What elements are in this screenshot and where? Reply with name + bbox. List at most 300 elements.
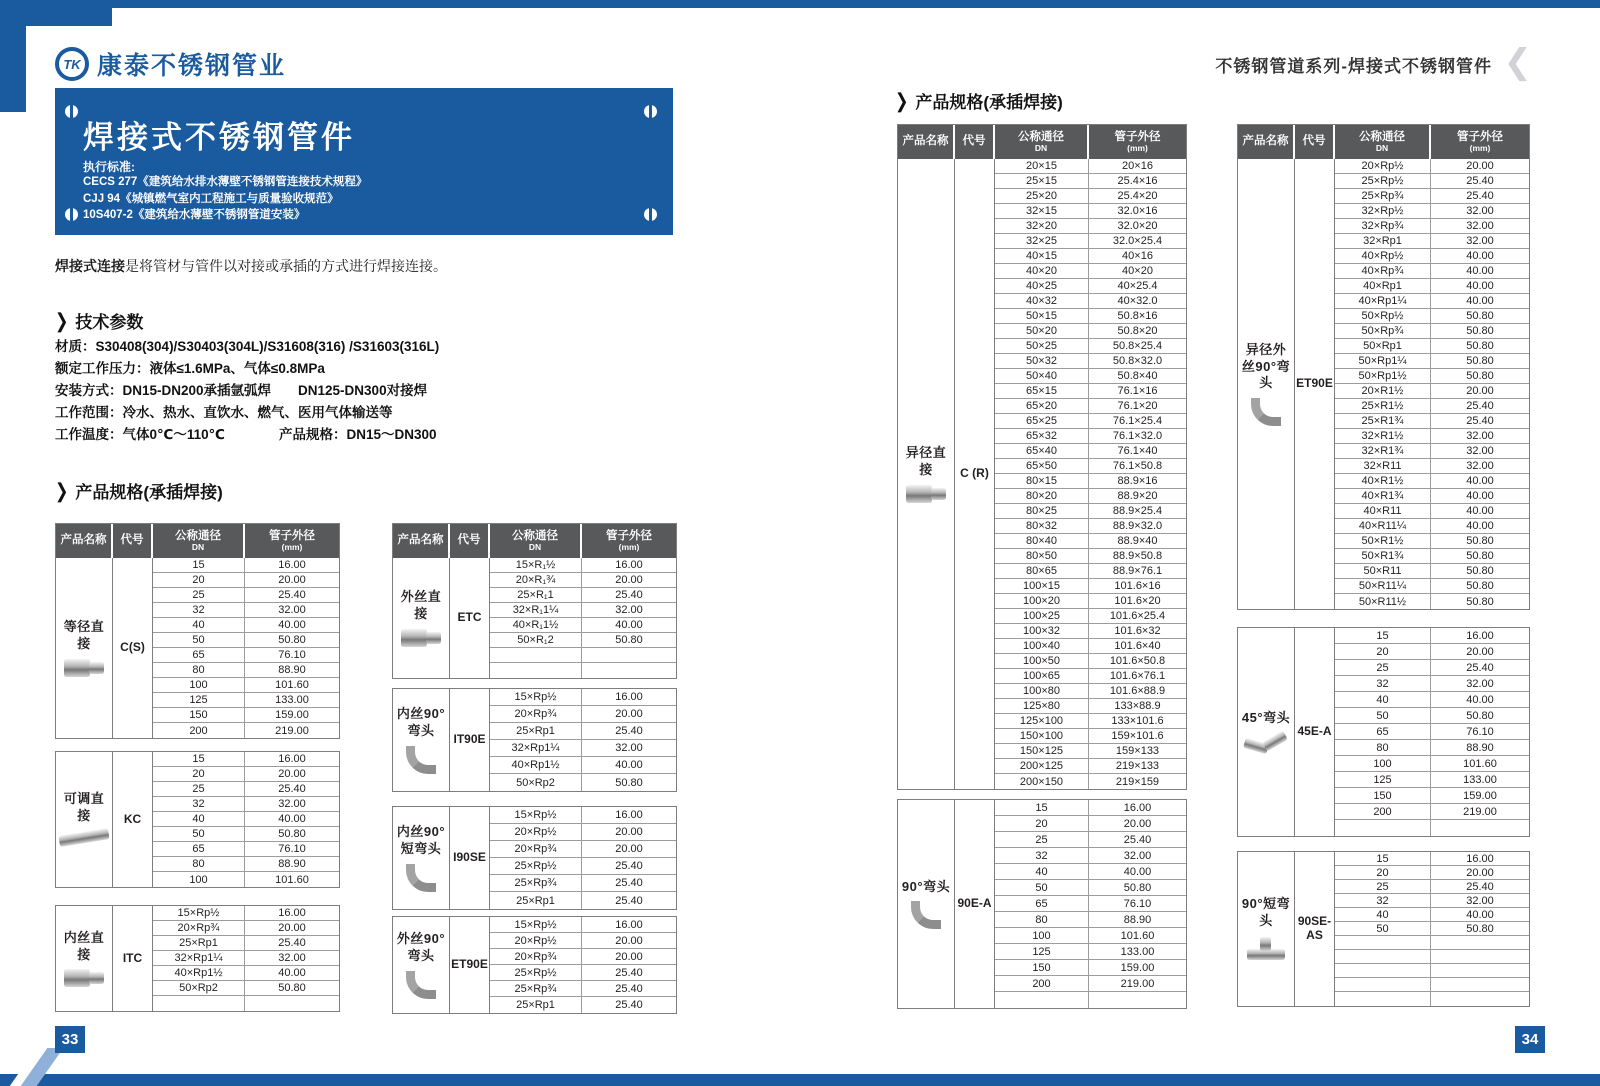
- product-name-cell: [56, 558, 113, 738]
- table-row: [490, 824, 676, 841]
- od-cell: 32.00: [278, 798, 306, 810]
- table-row: [1335, 740, 1529, 756]
- table-row: [490, 917, 676, 933]
- dn-cell: 100: [995, 928, 1089, 943]
- od-cell: 50.80: [1466, 370, 1494, 382]
- dn-cell: 25: [1335, 660, 1431, 675]
- product-code-cell: C (R): [955, 159, 995, 789]
- col-header-od: [582, 524, 676, 558]
- product-name: 外丝90°弯头: [396, 931, 446, 963]
- od-cell: [1431, 964, 1529, 977]
- table-row: [490, 723, 676, 740]
- col-header-dn: [995, 125, 1089, 159]
- dn-cell: 50×Rp½: [1335, 309, 1431, 323]
- dn-cell: 65×15: [995, 384, 1089, 398]
- table-row: [1335, 549, 1529, 564]
- table-row: [1335, 189, 1529, 204]
- table-row: [995, 189, 1186, 204]
- od-cell: 88.9×25.4: [1112, 505, 1163, 517]
- pipe-segment: [58, 829, 109, 848]
- od-cell: 40×25.4: [1117, 280, 1158, 292]
- dn-cell: 20×Rp¾: [490, 949, 582, 964]
- dn-cell: [995, 992, 1089, 1008]
- od-cell: 40.00: [1466, 475, 1494, 487]
- section-chevron-icon: ❯: [895, 90, 909, 112]
- dn-cell: 25×Rp½: [1335, 174, 1431, 188]
- od-cell: 20.00: [1466, 385, 1494, 397]
- dn-cell: 15×Rp½: [490, 807, 582, 823]
- od-cell: 76.1×16: [1117, 385, 1158, 397]
- col-header-dn: [153, 524, 245, 558]
- dn-cell: 25: [1335, 880, 1431, 893]
- table-row: [995, 369, 1186, 384]
- od-cell: 20.00: [615, 574, 643, 586]
- table-row: [995, 960, 1186, 976]
- od-cell: 50.80: [1466, 325, 1494, 337]
- od-cell: 40×32.0: [1117, 295, 1158, 307]
- dn-cell: 25×Rp¾: [490, 875, 582, 891]
- page-number-right: 34: [1515, 1026, 1545, 1053]
- product-elbow-image: [1251, 398, 1281, 426]
- dn-cell: 50×Rp1½: [1335, 369, 1431, 383]
- dn-cell: 150: [153, 708, 245, 722]
- od-cell: 88.9×76.1: [1112, 565, 1163, 577]
- tech-params-heading: [55, 308, 143, 333]
- od-cell: 40.00: [1466, 520, 1494, 532]
- dn-cell: 15×R₁½: [490, 558, 582, 572]
- dn-cell: 50×20: [995, 324, 1089, 338]
- table-row: [490, 740, 676, 757]
- od-cell: 32.00: [1466, 205, 1494, 217]
- table-row: [995, 944, 1186, 960]
- product-name: 45°弯头: [1241, 709, 1291, 725]
- table-row: [153, 872, 339, 887]
- right-spec-heading: [895, 88, 1063, 113]
- col-header-code: 代号: [955, 125, 995, 159]
- table-row: [1335, 852, 1529, 866]
- table-row: [995, 249, 1186, 264]
- dn-cell: 20×15: [995, 159, 1089, 173]
- dn-cell: 125×80: [995, 699, 1089, 713]
- dn-cell: 32×Rp½: [1335, 204, 1431, 218]
- od-cell: 16.00: [278, 907, 306, 919]
- table-row: [995, 564, 1186, 579]
- chevron-left-icon: ❮: [1503, 43, 1532, 81]
- od-cell: 101.6×76.1: [1109, 670, 1166, 682]
- dn-cell: 100×32: [995, 624, 1089, 638]
- table-header-row: [56, 524, 339, 558]
- dn-cell: 100×65: [995, 669, 1089, 683]
- dn-cell: 80×65: [995, 564, 1089, 578]
- od-cell: 20.00: [278, 574, 306, 586]
- dn-cell: 15×Rp½: [490, 917, 582, 932]
- pipe-segment: [89, 662, 104, 674]
- dn-cell: 40×15: [995, 249, 1089, 263]
- od-cell: 40.00: [1466, 490, 1494, 502]
- dn-cell: 200×125: [995, 759, 1089, 773]
- table-row: [1335, 399, 1529, 414]
- od-cell: 32.00: [278, 604, 306, 616]
- od-cell: 50.80: [1466, 595, 1494, 608]
- dn-cell: 25×R₁1: [490, 588, 582, 602]
- table-row: [1335, 444, 1529, 459]
- od-cell: 20.00: [278, 768, 306, 780]
- od-cell: 32.00: [1466, 235, 1494, 247]
- dn-cell: 125: [995, 944, 1089, 959]
- table-row: [1335, 474, 1529, 489]
- dn-cell: 40×Rp½: [1335, 249, 1431, 263]
- dn-cell: 40: [153, 618, 245, 632]
- od-cell: 40.00: [615, 619, 643, 631]
- dn-cell: 40×R₁1½: [490, 618, 582, 632]
- product-elbow-image: [406, 971, 436, 999]
- table-row: [153, 857, 339, 872]
- product-name: 90°短弯头: [1241, 896, 1291, 928]
- od-cell: 50.8×32.0: [1112, 355, 1163, 367]
- table-row: [995, 399, 1186, 414]
- od-cell: 25.40: [615, 894, 643, 907]
- dn-cell: 40: [1335, 908, 1431, 921]
- table-row: [153, 618, 339, 633]
- dn-cell: 100×20: [995, 594, 1089, 608]
- top-frame-bar: [0, 0, 1600, 8]
- dn-cell: 50×Rp2: [490, 774, 582, 791]
- od-cell: 20.00: [1466, 160, 1494, 172]
- table-row: [1335, 414, 1529, 429]
- product-name-cell: [393, 558, 450, 678]
- dn-cell: 25×Rp1: [490, 723, 582, 739]
- table-row: [490, 706, 676, 723]
- od-cell: 40.00: [1466, 693, 1494, 706]
- dn-cell: 20: [1335, 866, 1431, 879]
- table-row: [1335, 756, 1529, 772]
- spec-table: [897, 799, 1187, 1009]
- spec-table: [392, 916, 677, 1014]
- od-cell: 50.80: [1466, 340, 1494, 352]
- od-cell: [582, 648, 676, 662]
- dn-cell: 65×25: [995, 414, 1089, 428]
- od-cell: 16.00: [615, 691, 643, 703]
- product-elbow-image: [911, 901, 941, 929]
- dn-cell: 50×Rp¾: [1335, 324, 1431, 338]
- dn-cell: 40: [995, 864, 1089, 879]
- dn-cell: 150: [995, 960, 1089, 975]
- banner-corner-icon: [65, 208, 78, 221]
- dn-cell: 32: [153, 603, 245, 617]
- table-row: [995, 159, 1186, 174]
- table-row: [1335, 369, 1529, 384]
- product-name: 90°弯头: [901, 878, 951, 894]
- od-cell: 25.40: [615, 725, 643, 737]
- table-row: [995, 444, 1186, 459]
- table-row: [153, 797, 339, 812]
- dn-cell: 65: [153, 648, 245, 662]
- dn-cell: 80×50: [995, 549, 1089, 563]
- table-row: [995, 928, 1186, 944]
- table-row: [995, 800, 1186, 816]
- dn-cell: 32×R₁1¼: [490, 603, 582, 617]
- dn-cell: 50: [995, 880, 1089, 895]
- table-row: [995, 714, 1186, 729]
- dn-cell: 32×R11: [1335, 459, 1431, 473]
- od-cell: 32.00: [1123, 849, 1152, 862]
- od-cell: 159×101.6: [1111, 730, 1164, 742]
- dn-cell: 25: [153, 588, 245, 602]
- od-cell: 32.00: [1466, 445, 1494, 457]
- od-cell: 76.10: [278, 843, 306, 855]
- od-cell: 219.00: [1120, 977, 1155, 990]
- table-row: [490, 981, 676, 997]
- table-row: [995, 309, 1186, 324]
- od-cell: 20.00: [615, 934, 643, 947]
- product-name-cell: [393, 807, 450, 909]
- table-row: [153, 951, 339, 966]
- table-row: [995, 429, 1186, 444]
- product-name: 异径外丝90°弯头: [1241, 341, 1291, 391]
- od-cell: 25.40: [1466, 190, 1494, 202]
- od-cell: [1431, 978, 1529, 991]
- dn-cell: 200: [1335, 804, 1431, 819]
- dn-cell: 200: [995, 976, 1089, 991]
- dn-cell: 40×Rp1: [1335, 279, 1431, 293]
- dn-cell: 25×Rp¾: [490, 981, 582, 996]
- table-header-row: [1238, 125, 1529, 159]
- table-row: [1335, 908, 1529, 922]
- od-cell: [1431, 950, 1529, 963]
- dn-cell: 65×50: [995, 459, 1089, 473]
- dn-cell: 125×100: [995, 714, 1089, 728]
- intro-paragraph: [55, 256, 447, 276]
- table-row: [995, 294, 1186, 309]
- dn-cell: 100: [153, 872, 245, 887]
- table-body: [56, 752, 339, 887]
- top-left-corner-accent-vertical: [0, 0, 26, 112]
- od-cell: 159.00: [1463, 789, 1497, 802]
- od-cell: 32.00: [1466, 220, 1494, 232]
- product-coupling-image: [64, 969, 104, 987]
- dn-cell: 25×R1½: [1335, 399, 1431, 413]
- col-header-dn-sub: DN: [528, 541, 542, 552]
- od-cell: 50.80: [278, 634, 306, 646]
- dn-cell: 40×R1¾: [1335, 489, 1431, 503]
- table-row: [1335, 339, 1529, 354]
- od-cell: [1431, 936, 1529, 949]
- rows-column: [153, 558, 339, 738]
- od-cell: 40.00: [615, 759, 643, 771]
- col-header-product-name: 产品名称: [56, 524, 113, 558]
- dn-cell: 50: [1335, 708, 1431, 723]
- spec-table: [392, 688, 677, 792]
- dn-cell: 40×R11¼: [1335, 519, 1431, 533]
- dn-cell: [1335, 964, 1431, 977]
- table-row: [995, 639, 1186, 654]
- table-row: [153, 827, 339, 842]
- rows-column: [995, 159, 1186, 789]
- dn-cell: 50×Rp1¼: [1335, 354, 1431, 368]
- od-cell: 88.9×50.8: [1112, 550, 1163, 562]
- table-row: [1335, 384, 1529, 399]
- product-tee-image: [1246, 936, 1286, 962]
- od-cell: 50.80: [1466, 922, 1494, 935]
- od-cell: 101.60: [275, 873, 309, 886]
- rows-column: [1335, 159, 1529, 609]
- dn-cell: 15: [153, 558, 245, 572]
- od-cell: 20×16: [1122, 160, 1153, 172]
- table-body: [1238, 852, 1529, 1006]
- od-cell: 20.00: [1466, 866, 1494, 879]
- intro-rest: 是将管材与管件以对接或承插的方式进行焊接连接。: [125, 258, 447, 274]
- dn-cell: 40×R1½: [1335, 474, 1431, 488]
- table-row: [1335, 936, 1529, 950]
- table-row: [490, 858, 676, 875]
- od-cell: 101.6×88.9: [1109, 685, 1166, 697]
- od-cell: 25.40: [1466, 175, 1494, 187]
- section-chevron-icon: ❯: [55, 480, 69, 502]
- od-cell: 133.00: [1120, 945, 1155, 958]
- od-cell: [1431, 820, 1529, 836]
- od-cell: 20.00: [615, 843, 643, 855]
- dn-cell: 40×Rp¾: [1335, 264, 1431, 278]
- table-row: [1335, 249, 1529, 264]
- table-row: [490, 965, 676, 981]
- od-cell: [1431, 992, 1529, 1006]
- od-cell: 25.4×16: [1117, 175, 1158, 187]
- dn-cell: [1335, 936, 1431, 949]
- dn-cell: 50×R1¾: [1335, 549, 1431, 563]
- rows-column: [490, 689, 676, 791]
- od-cell: 50.80: [1466, 709, 1494, 722]
- table-row: [153, 603, 339, 618]
- dn-cell: 50: [1335, 922, 1431, 935]
- table-row: [153, 693, 339, 708]
- od-cell: 25.40: [278, 783, 306, 795]
- product-elbow-image: [406, 746, 436, 774]
- od-cell: 40.00: [278, 619, 306, 631]
- dn-cell: 80×15: [995, 474, 1089, 488]
- tech-line: 额定工作压力：液体≤1.6MPa、气体≤0.8MPa: [55, 361, 325, 376]
- table-header-row: [393, 524, 676, 558]
- company-name: 康泰不锈钢管业: [97, 52, 287, 80]
- od-cell: 20.00: [1466, 645, 1494, 658]
- dn-cell: 80×20: [995, 489, 1089, 503]
- table-row: [995, 896, 1186, 912]
- col-header-dn-main: 公称通径: [512, 529, 558, 542]
- od-cell: 76.10: [1123, 897, 1152, 910]
- dn-cell: 20×Rp½: [1335, 159, 1431, 173]
- table-row: [995, 848, 1186, 864]
- dn-cell: 80: [153, 663, 245, 677]
- dn-cell: 150×100: [995, 729, 1089, 743]
- table-row: [490, 618, 676, 633]
- product-coupling-image: [906, 485, 946, 503]
- table-row: [995, 912, 1186, 928]
- dn-cell: 25×Rp1: [490, 997, 582, 1013]
- dn-cell: 100: [1335, 756, 1431, 771]
- od-cell: 40.00: [1466, 295, 1494, 307]
- dn-cell: 50×15: [995, 309, 1089, 323]
- dn-cell: 80×40: [995, 534, 1089, 548]
- table-row: [995, 219, 1186, 234]
- od-cell: 25.40: [615, 966, 643, 979]
- dn-cell: 125: [153, 693, 245, 707]
- od-cell: [582, 663, 676, 678]
- table-row: [1335, 594, 1529, 609]
- dn-cell: 100×25: [995, 609, 1089, 623]
- od-cell: 40.00: [278, 813, 306, 825]
- od-cell: 25.40: [1466, 880, 1494, 893]
- table-row: [153, 782, 339, 797]
- table-row: [995, 729, 1186, 744]
- dn-cell: 32: [1335, 894, 1431, 907]
- dn-cell: 32×Rp¾: [1335, 219, 1431, 233]
- od-cell: 76.1×40: [1117, 445, 1158, 457]
- pipe-segment: [64, 659, 90, 677]
- product-name-cell: [1238, 852, 1295, 1006]
- table-row: [153, 966, 339, 981]
- table-row: [1335, 628, 1529, 644]
- table-body: [898, 800, 1186, 1008]
- dn-cell: 50: [153, 827, 245, 841]
- spec-table: [55, 523, 340, 739]
- dn-cell: 25: [995, 832, 1089, 847]
- od-cell: 25.40: [1123, 833, 1152, 846]
- dn-cell: 25×R1¾: [1335, 414, 1431, 428]
- company-logo: [55, 46, 286, 82]
- dn-cell: [1335, 978, 1431, 991]
- intro-bold: 焊接式连接: [55, 258, 125, 274]
- table-row: [490, 573, 676, 588]
- col-header-dn-main: 公称通径: [1018, 130, 1064, 143]
- od-cell: 133×101.6: [1111, 715, 1164, 727]
- product-name: 等径直接: [63, 619, 105, 651]
- dn-cell: 15×Rp½: [153, 906, 245, 920]
- product-code-cell: KC: [113, 752, 153, 887]
- table-row: [153, 812, 339, 827]
- table-row: [490, 689, 676, 706]
- bottom-frame-bar: [0, 1074, 1600, 1086]
- od-cell: 16.00: [615, 559, 643, 571]
- od-cell: 25.40: [615, 982, 643, 995]
- od-cell: 20.00: [615, 826, 643, 838]
- table-body: [56, 558, 339, 738]
- product-coupling-image: [64, 659, 104, 677]
- dn-cell: [490, 663, 582, 678]
- od-cell: 133×88.9: [1114, 700, 1161, 712]
- table-row: [153, 678, 339, 693]
- product-name-cell: [898, 159, 955, 789]
- spec-table: [1237, 124, 1530, 610]
- col-header-dn-main: 公称通径: [175, 529, 221, 542]
- table-row: [995, 414, 1186, 429]
- od-cell: 40.00: [1466, 908, 1494, 921]
- product-name-cell: [56, 906, 113, 1011]
- tech-line: 工作范围：冷水、热水、直饮水、燃气、医用气体输送等: [55, 405, 393, 420]
- standards-label: 执行标准:: [83, 160, 135, 174]
- table-row: [153, 767, 339, 782]
- od-cell: 40×16: [1122, 250, 1153, 262]
- od-cell: 50.80: [1466, 355, 1494, 367]
- table-row: [995, 549, 1186, 564]
- od-cell: 159.00: [275, 709, 309, 721]
- dn-cell: 80: [1335, 740, 1431, 755]
- dn-cell: 100×40: [995, 639, 1089, 653]
- table-row: [995, 339, 1186, 354]
- rows-column: [153, 906, 339, 1011]
- pipe-segment: [931, 488, 946, 500]
- dn-cell: 40×Rp1½: [153, 966, 245, 980]
- spec-table: [897, 124, 1187, 790]
- product-name: 可调直接: [63, 790, 105, 823]
